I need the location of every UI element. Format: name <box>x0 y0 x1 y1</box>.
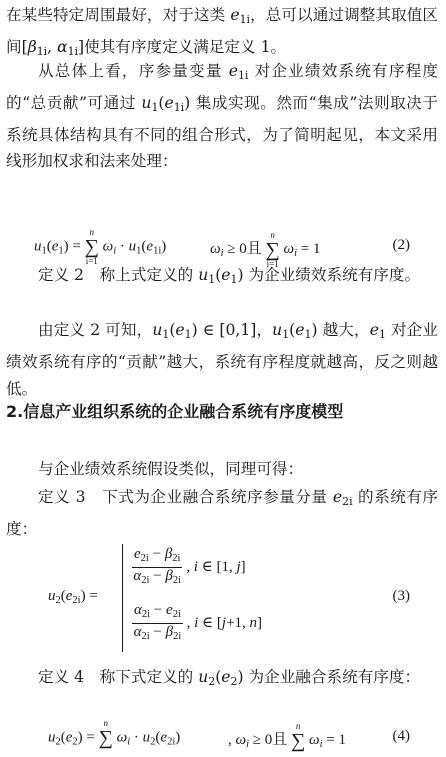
eq4-lhs: $u_2(e_2)$ = ∑ n $\omega_i \cdot u_2(e_{2i})$ <box>48 718 181 749</box>
def3-text: 定义 3 下式为企业融合系统序参量分量 $e_{2i}$ 的系统有序度： <box>6 488 438 538</box>
case1-numerator: $e_{2i} - \beta_{2i}$ <box>132 546 182 568</box>
equation-4 <box>0 718 446 756</box>
paragraph-4: 与企业绩效系统假设类似，同理可得： <box>38 460 304 478</box>
para1-text: 在某些特定周围最好，对于这类 $e_{1i}$，总可以通过调整其取值区间[$\beta_{1i}$, $\alpha_{1i}$]使其有序度定义满足定义 1。 <box>6 6 438 58</box>
case2-fraction <box>132 602 183 645</box>
eq2-lhs: $u_1(e_1)$ = ∑ n i=1 $\omega_i \cdot u_1(e_{1i})$ <box>34 227 167 266</box>
definition-4 <box>6 664 438 696</box>
def2-text: 定义 2 称上式定义的 $u_1(e_1)$ 为企业绩效系统有序度。 <box>38 266 421 286</box>
paragraph-3 <box>6 317 438 402</box>
paragraph-1 <box>6 2 438 66</box>
sum-symbol: ∑ n i=1 <box>84 227 99 266</box>
section-heading: 2.信息产业组织系统的企业融合系统有序度模型 <box>6 402 344 421</box>
eq4-condition: , $\omega_i \ge 0$且 ∑ n $\omega_i = 1$ <box>228 720 346 752</box>
eq4-number: (4) <box>392 728 410 744</box>
eq3-case-2 <box>132 602 262 645</box>
case2-numerator: $\alpha_{2i} - e_{2i}$ <box>132 602 183 624</box>
eq3-number: (3) <box>392 588 410 604</box>
sum-symbol: ∑ n <box>291 720 306 752</box>
definition-2 <box>6 262 438 294</box>
paragraph-2 <box>6 58 438 175</box>
eq3-lhs: $u_2(e_{2i})$ = <box>48 588 98 606</box>
left-brace <box>122 544 123 652</box>
eq3-case-1 <box>132 546 246 589</box>
def4-text: 定义 4 称下式定义的 $u_2(e_2)$ 为企业融合系统有序度： <box>38 668 421 688</box>
sum-symbol: ∑ n <box>98 718 113 749</box>
eq2-condition: $\omega_i \ge 0$且 ∑ n i=1 $\omega_i = 1$ <box>210 229 321 269</box>
case2-condition: , i ∈ [j+1, n] <box>186 614 263 631</box>
case2-denominator: $\alpha_{2i} - \beta_{2i}$ <box>133 624 182 642</box>
case1-fraction <box>132 546 182 589</box>
eq2-number: (2) <box>392 237 410 253</box>
sum-symbol: ∑ n i=1 <box>265 229 280 269</box>
para2-text: 从总体上看，序参量变量 $e_{1i}$ 对企业绩效系统有序程度的“总贡献”可通过 $u_1(e_{1i})$ 集成实现。然而“集成”法则取决于系统具体结构具有不同的组合形式，为了简明起见，本文采用线形加权求和法来处理： <box>6 62 438 171</box>
case1-condition: , i ∈ [1, j] <box>186 558 246 575</box>
equation-3 <box>0 540 446 658</box>
case1-denominator: $\alpha_{2i} - \beta_{2i}$ <box>133 568 182 586</box>
para3-text: 由定义 2 可知，$u_1(e_1)$ ∈ [0,1]，$u_1(e_1)$ 越大，$e_1$ 对企业绩效系统有序的“贡献”越大，系统有序程度就越高，反之则越低。 <box>6 321 438 398</box>
definition-3 <box>6 484 438 543</box>
